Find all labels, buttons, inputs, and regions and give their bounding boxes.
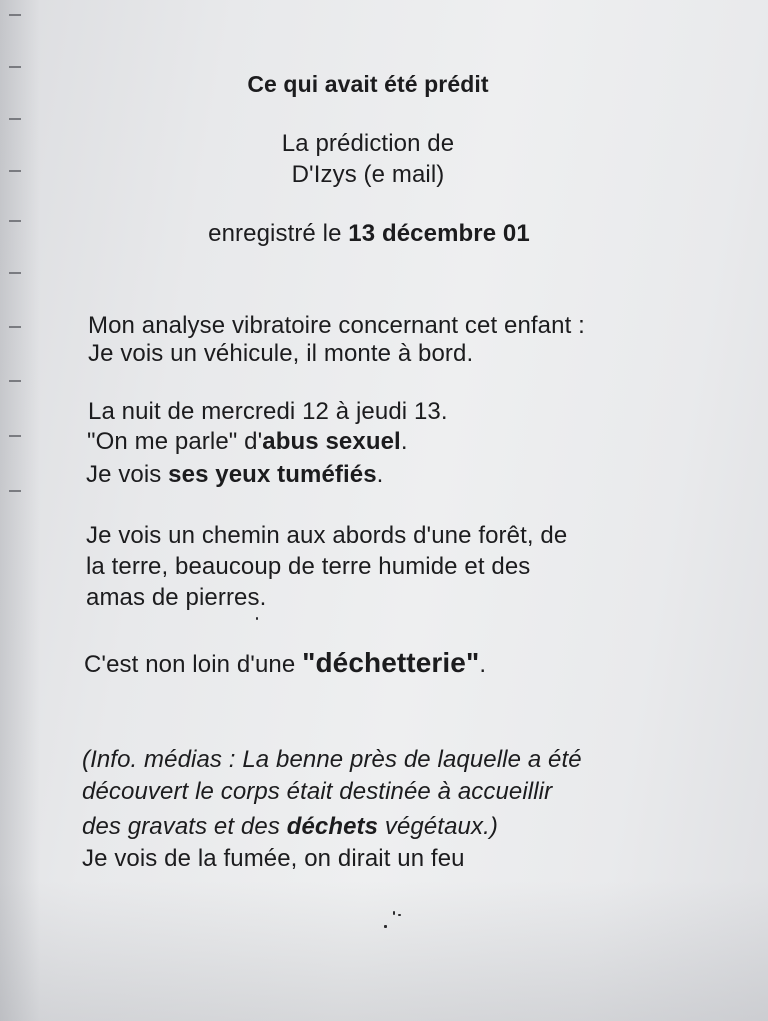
info-line-1: (Info. médias : La benne près de laquelle a été: [82, 746, 582, 773]
text-run: végétaux.): [378, 813, 498, 840]
margin-mark: [9, 490, 21, 492]
ink-speck: [256, 617, 258, 620]
info-line-3: [82, 812, 498, 842]
emphasis-text: "déchetterie": [302, 647, 480, 678]
subtitle-line-1: La prédiction de: [281, 130, 455, 157]
ink-speck: [384, 925, 387, 928]
margin-mark: [9, 326, 21, 328]
subtitle-line-2: D'Izys (e mail): [291, 161, 445, 188]
recorded-prefix: enregistré le: [208, 220, 349, 247]
emphasis-text: abus sexuel: [262, 428, 401, 455]
paragraph-2-line-3: [86, 460, 383, 490]
paragraph-5-line-1: Je vois de la fumée, on dirait un feu: [82, 845, 465, 872]
paragraph-2-line-2: [87, 427, 408, 457]
emphasis-text: ses yeux tuméfiés: [168, 461, 377, 488]
text-run: .: [479, 651, 487, 678]
margin-mark: [9, 435, 21, 437]
text-run: .: [376, 461, 384, 488]
emphasis-text: déchets: [286, 813, 379, 840]
ink-speck: [393, 911, 395, 915]
document-title: Ce qui avait été prédit: [247, 71, 489, 97]
paragraph-1-line-1: Mon analyse vibratoire concernant cet enfant :: [88, 312, 585, 339]
margin-mark: [9, 66, 21, 68]
text-run: Je vois: [86, 461, 169, 488]
paragraph-3-line-1: Je vois un chemin aux abords d'une forêt, de: [86, 522, 568, 549]
recorded-date: 13 décembre 01: [348, 220, 530, 247]
info-line-2: découvert le corps était destinée à accueillir: [82, 778, 553, 805]
text-run: "On me parle" d': [87, 428, 263, 455]
margin-mark: [9, 380, 21, 382]
margin-mark: [9, 272, 21, 274]
margin-mark: [9, 118, 21, 120]
paragraph-3-line-2: la terre, beaucoup de terre humide et des: [86, 553, 531, 580]
text-run: .: [400, 428, 408, 455]
paragraph-4: [84, 648, 486, 680]
paragraph-1-line-2: Je vois un véhicule, il monte à bord.: [88, 340, 474, 367]
text-run: des gravats et des: [82, 813, 287, 840]
paragraph-3-line-3: amas de pierres.: [86, 584, 267, 611]
recorded-date-line: [0, 219, 738, 249]
page-shadow-bottom: [0, 881, 768, 1021]
paragraph-2-line-1: La nuit de mercredi 12 à jeudi 13.: [88, 398, 448, 425]
text-run: C'est non loin d'une: [84, 651, 303, 678]
ink-speck: [398, 914, 401, 916]
margin-mark: [9, 14, 21, 16]
